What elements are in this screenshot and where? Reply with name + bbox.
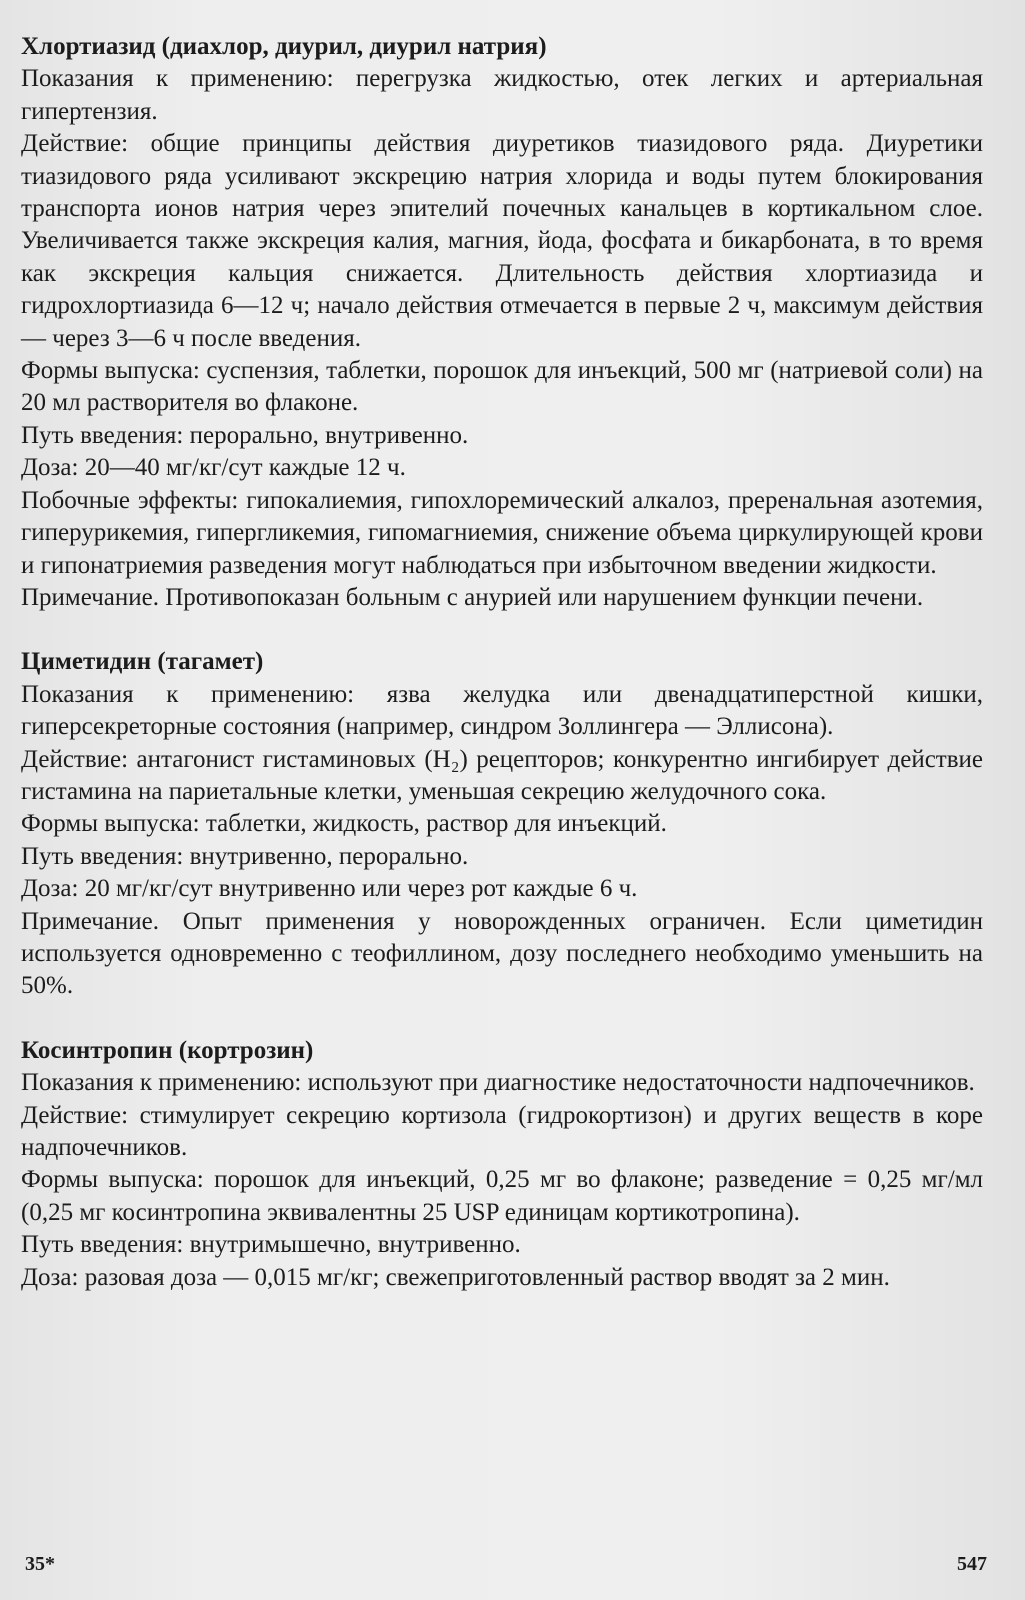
- forms-paragraph: Формы выпуска: суспензия, таблетки, порошок для инъекций, 500 мг (натриевой соли) на 20 мл растворителя во флаконе.: [21, 357, 983, 417]
- entry-title: Хлортиазид (диахлор, диурил, диурил натрия): [21, 33, 547, 60]
- dose-paragraph: Доза: 20—40 мг/кг/сут каждые 12 ч.: [21, 454, 406, 482]
- page-content: [21, 31, 983, 1294]
- drug-entry-cimetidine: [21, 646, 983, 1002]
- indications-paragraph: Показания к применению: перегрузка жидкостью, отек легких и артериальная гипертензия.: [21, 65, 983, 125]
- page-number: 547: [957, 1553, 987, 1575]
- indications-paragraph: Показания к применению: язва желудка или двенадцатиперстной кишки, гиперсекреторные состояния (например, синдром Золлингера — Эллисона).: [21, 680, 983, 741]
- action-paragraph: Действие: общие принципы действия диуретиков тиазидового ряда. Диуретики тиазидового ряда усиливают экскрецию натрия хлорида и воды путем блокирования транспорта ионов натрия через эпителий почечных канальцев в кортикальном слое. Увеличивается также экскреция калия, магния, йода, фосфата и бикарбоната, в то время как экскреция кальция снижается. Длительность действия хлортиазида и гидрохлортиазида 6—12 ч; начало действия отмечается в первые 2 ч, максимум действия — через 3—6 ч после введения.: [21, 130, 983, 352]
- route-paragraph: Путь введения: внутримышечно, внутривенно.: [21, 1231, 521, 1259]
- forms-paragraph: Формы выпуска: порошок для инъекций, 0,25 мг во флаконе; разведение = 0,25 мг/мл (0,25 мг косинтропина эквивалентны 25 USP единицам кортикотропина).: [21, 1166, 983, 1226]
- dose-paragraph: Доза: 20 мг/кг/сут внутривенно или через рот каждые 6 ч.: [21, 875, 638, 903]
- action-paragraph: Действие: антагонист гистаминовых (H₂) рецепторов; конкурентно ингибирует действие гистамина на париетальные клетки, уменьшая секрецию желудочного сока.: [21, 745, 983, 805]
- indications-paragraph: Показания к применению: используют при диагностике недостаточности надпочечников.: [21, 1069, 975, 1097]
- route-paragraph: Путь введения: перорально, внутривенно.: [21, 421, 469, 449]
- dose-paragraph: Доза: разовая доза — 0,015 мг/кг; свежеприготовленный раствор вводят за 2 мин.: [21, 1263, 890, 1291]
- entry-title: Косинтропин (кортрозин): [21, 1036, 314, 1064]
- signature-mark: 35*: [25, 1553, 55, 1575]
- drug-entry-cosyntropin: [21, 1035, 983, 1294]
- drug-entry-chlorothiazide: [21, 31, 983, 614]
- note-paragraph: Примечание. Опыт применения у новорожденных ограничен. Если циметидин используется одновременно с теофиллином, дозу последнего необходимо уменьшить на 50%.: [21, 907, 983, 1000]
- forms-paragraph: Формы выпуска: таблетки, жидкость, раствор для инъекций.: [21, 810, 667, 838]
- side-effects-paragraph: Побочные эффекты: гипокалиемия, гипохлоремический алкалоз, преренальная азотемия, гиперурикемия, гипергликемия, гипомагниемия, снижение объема циркулирующей крови и гипонатриемия разведения могут наблюдаться при избыточном введении жидкости.: [21, 486, 983, 579]
- action-paragraph: Действие: стимулирует секрецию кортизола (гидрокортизон) и других веществ в коре надпочечников.: [21, 1101, 983, 1161]
- entry-title: Циметидин (тагамет): [21, 648, 264, 676]
- route-paragraph: Путь введения: внутривенно, перорально.: [21, 842, 469, 870]
- note-paragraph: Примечание. Противопоказан больным с анурией или нарушением функции печени.: [21, 583, 924, 611]
